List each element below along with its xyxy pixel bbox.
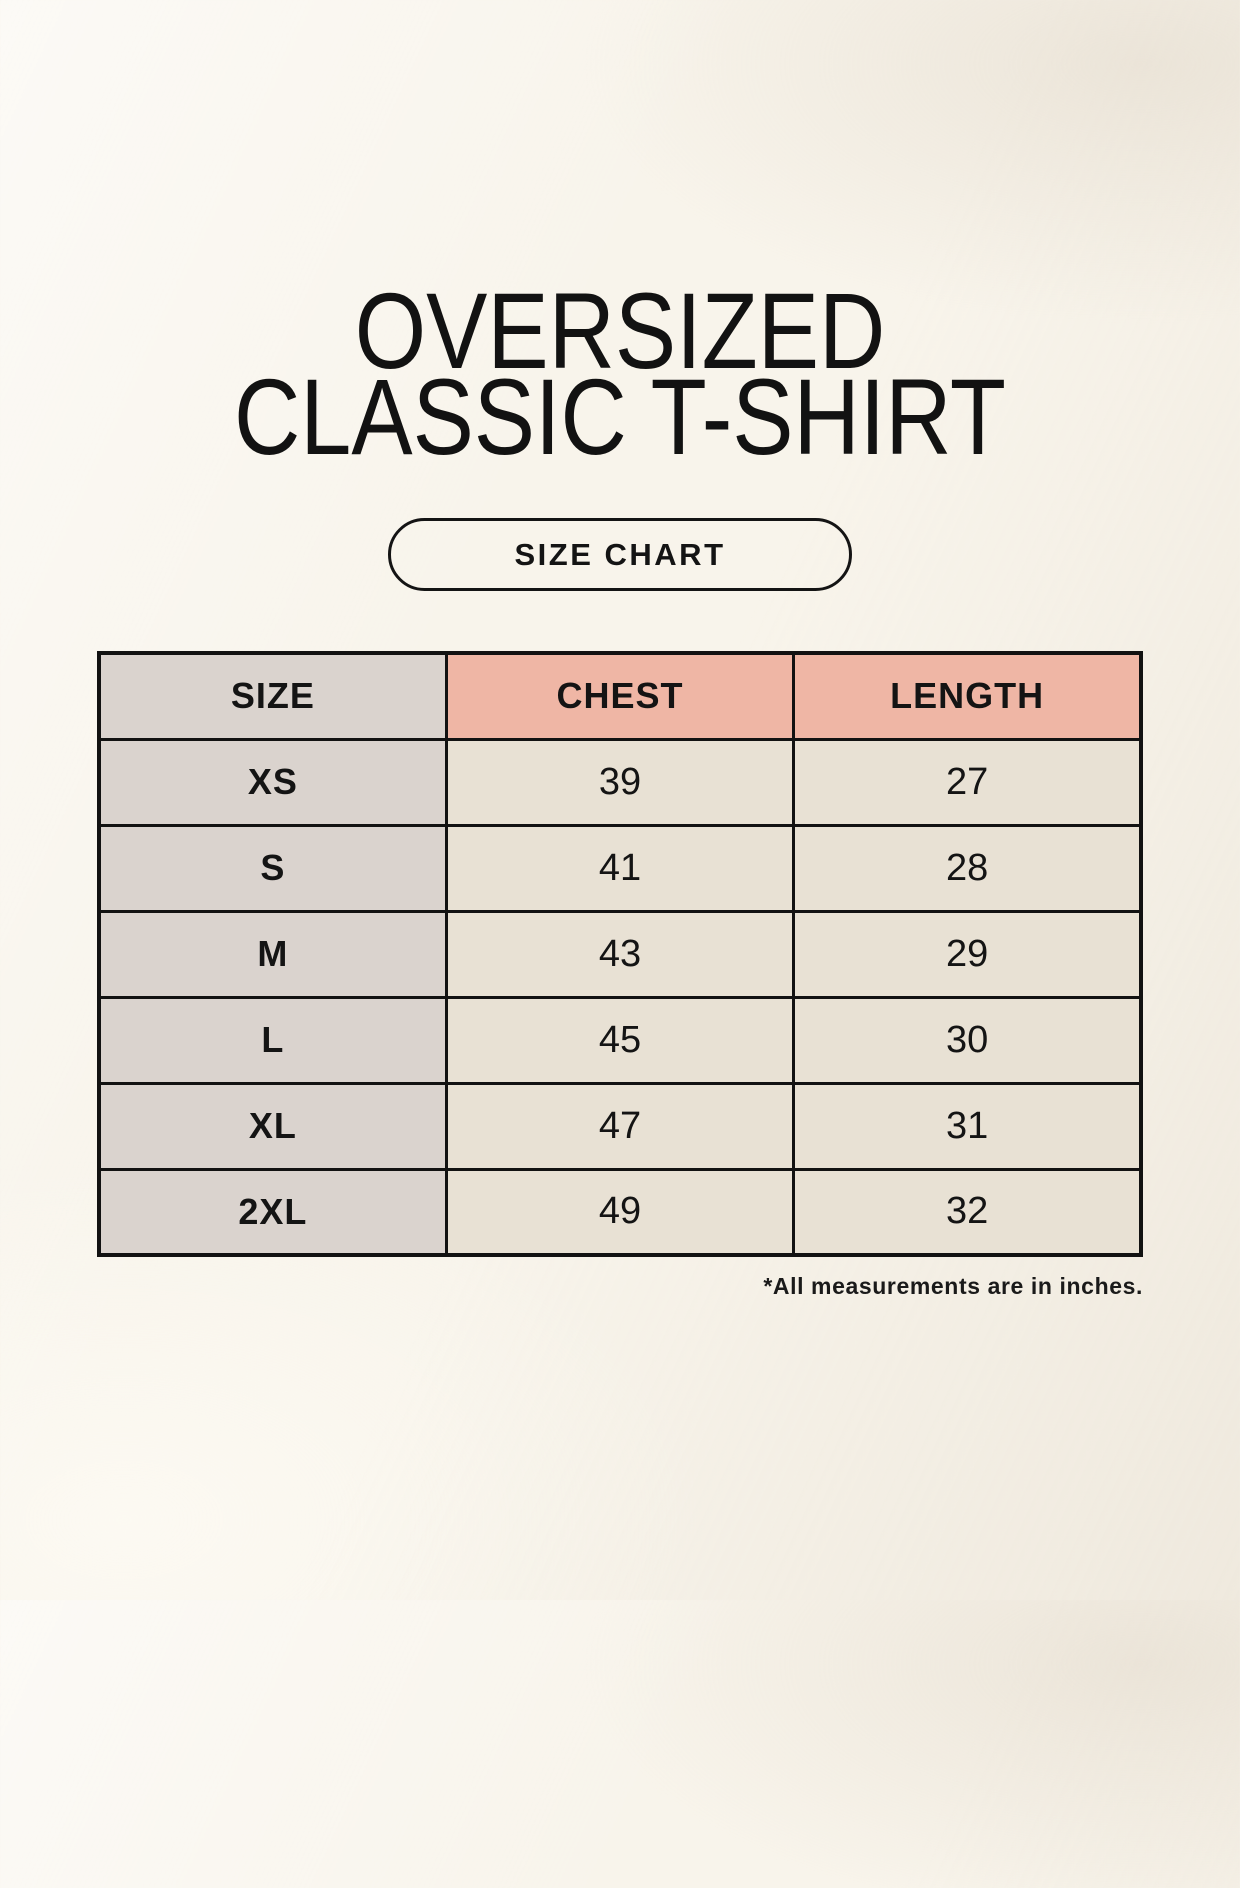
length-cell: 29 xyxy=(794,911,1141,997)
size-chart-button[interactable]: SIZE CHART xyxy=(388,518,852,591)
column-header-chest: CHEST xyxy=(446,653,793,739)
measurements-footnote: *All measurements are in inches. xyxy=(763,1273,1143,1299)
size-cell: M xyxy=(99,911,446,997)
product-title-line-1: OVERSIZED xyxy=(354,270,886,391)
chest-cell: 49 xyxy=(446,1169,793,1255)
table-row xyxy=(99,1169,1141,1255)
chest-cell: 47 xyxy=(446,1083,793,1169)
product-title-line-2: CLASSIC T-SHIRT xyxy=(233,356,1007,477)
length-cell: 28 xyxy=(794,825,1141,911)
length-cell: 31 xyxy=(794,1083,1141,1169)
size-cell: XL xyxy=(99,1083,446,1169)
page-root xyxy=(0,270,1240,1888)
size-cell: 2XL xyxy=(99,1169,446,1255)
length-cell: 30 xyxy=(794,997,1141,1083)
table-row xyxy=(99,825,1141,911)
size-cell: S xyxy=(99,825,446,911)
table-row xyxy=(99,739,1141,825)
chest-cell: 41 xyxy=(446,825,793,911)
chest-cell: 43 xyxy=(446,911,793,997)
length-cell: 32 xyxy=(794,1169,1141,1255)
table-row xyxy=(99,1083,1141,1169)
size-cell: XS xyxy=(99,739,446,825)
column-header-size: SIZE xyxy=(99,653,446,739)
product-title xyxy=(93,270,1147,477)
size-cell: L xyxy=(99,997,446,1083)
chest-cell: 45 xyxy=(446,997,793,1083)
chest-cell: 39 xyxy=(446,739,793,825)
table-row xyxy=(99,911,1141,997)
size-table xyxy=(97,651,1143,1257)
length-cell: 27 xyxy=(794,739,1141,825)
column-header-length: LENGTH xyxy=(794,653,1141,739)
table-row xyxy=(99,997,1141,1083)
table-header-row xyxy=(99,653,1141,739)
